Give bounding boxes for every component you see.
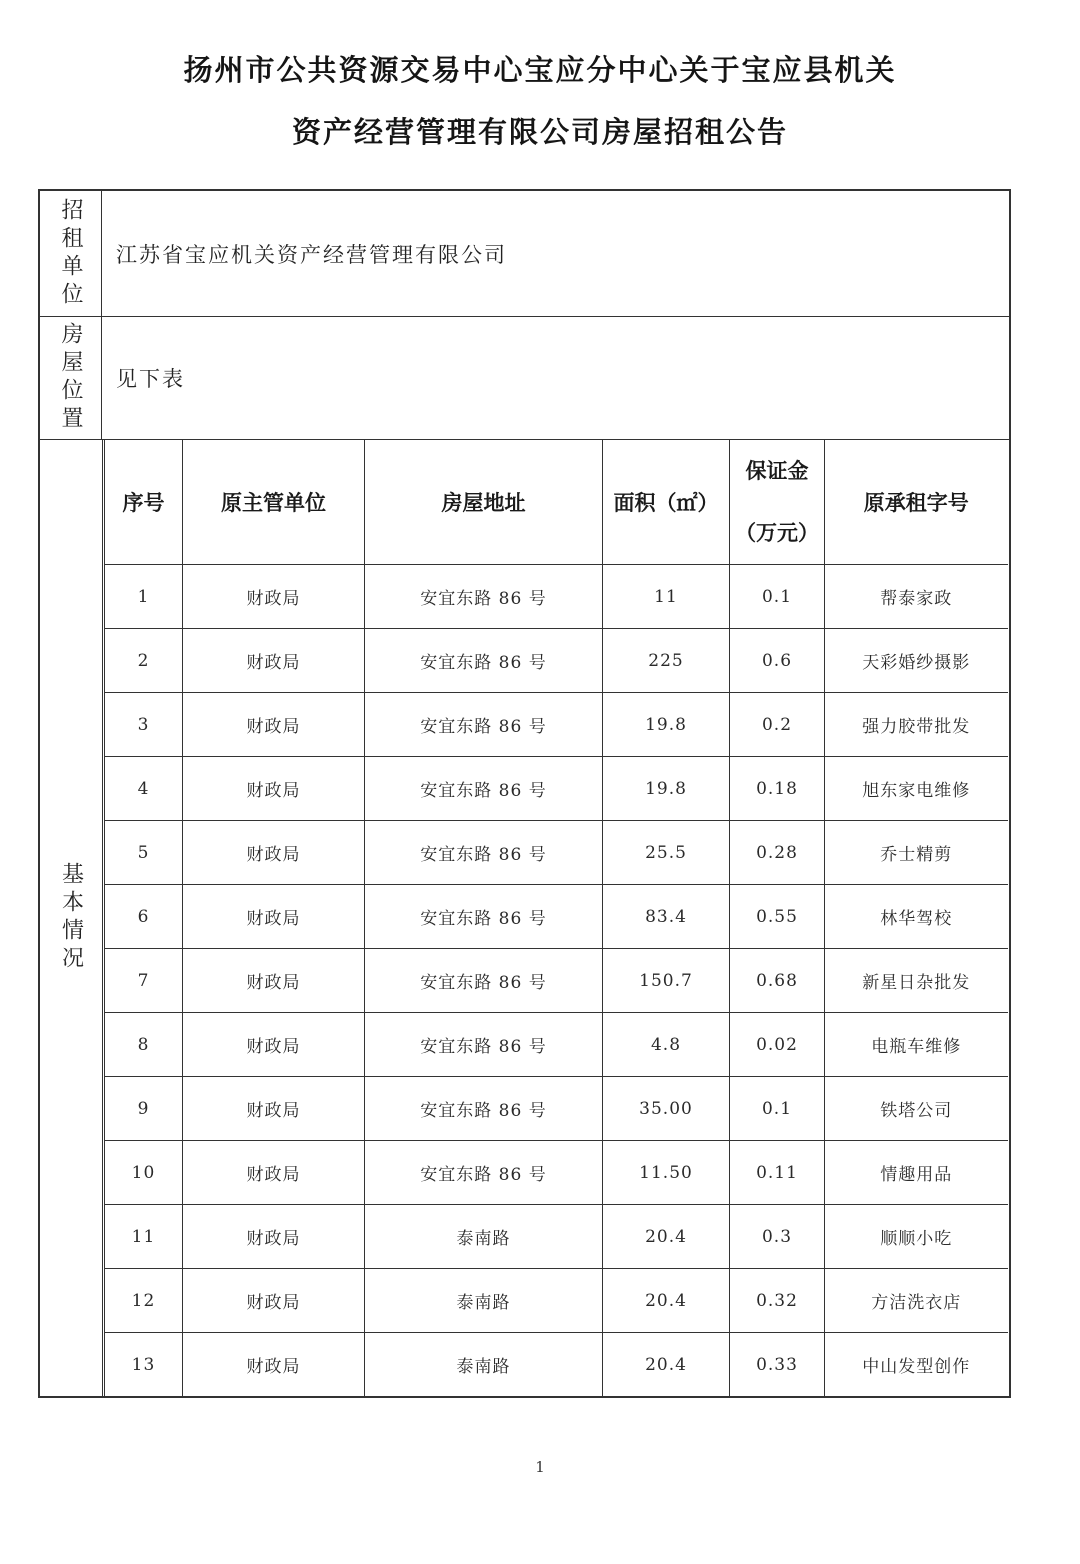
- cell-tenant: 铁塔公司: [825, 1077, 1008, 1141]
- cell-tenant: 中山发型创作: [825, 1333, 1008, 1397]
- header-address: 房屋地址: [365, 440, 603, 565]
- cell-address: 安宜东路 86 号: [365, 1013, 603, 1077]
- cell-tenant: 帮泰家政: [825, 565, 1008, 629]
- cell-dept: 财政局: [183, 565, 365, 629]
- header-deposit: [730, 440, 825, 565]
- cell-address: 泰南路: [365, 1205, 603, 1269]
- cell-deposit: 0.2: [730, 693, 825, 757]
- cell-address: 泰南路: [365, 1333, 603, 1397]
- cell-area: 11.50: [603, 1141, 730, 1205]
- table-row: [104, 821, 1008, 885]
- header-deposit-line2: （万元）: [735, 521, 819, 545]
- cell-seq: 7: [104, 949, 183, 1013]
- header-seq: 序号: [104, 440, 183, 565]
- cell-seq: 4: [104, 757, 183, 821]
- cell-seq: 9: [104, 1077, 183, 1141]
- cell-deposit: 0.68: [730, 949, 825, 1013]
- cell-seq: 1: [104, 565, 183, 629]
- table-row: [104, 629, 1008, 693]
- cell-deposit: 0.02: [730, 1013, 825, 1077]
- table-row: [104, 693, 1008, 757]
- table-row: [104, 1333, 1008, 1397]
- cell-seq: 13: [104, 1333, 183, 1397]
- cell-area: 4.8: [603, 1013, 730, 1077]
- cell-address: 安宜东路 86 号: [365, 885, 603, 949]
- header-tenant: 原承租字号: [825, 440, 1008, 565]
- table-header-row: [104, 440, 1008, 565]
- cell-deposit: 0.1: [730, 1077, 825, 1141]
- cell-address: 安宜东路 86 号: [365, 949, 603, 1013]
- lessor-label: 招租单位: [58, 197, 83, 310]
- table-row: [104, 1077, 1008, 1141]
- cell-tenant: 方洁洗衣店: [825, 1269, 1008, 1333]
- cell-dept: 财政局: [183, 629, 365, 693]
- table-body: [104, 565, 1008, 1397]
- lessor-value: 江苏省宝应机关资产经营管理有限公司: [116, 242, 507, 267]
- cell-area: 20.4: [603, 1333, 730, 1397]
- cell-area: 11: [603, 565, 730, 629]
- cell-area: 19.8: [603, 693, 730, 757]
- property-table: [102, 439, 1008, 1396]
- cell-address: 安宜东路 86 号: [365, 629, 603, 693]
- cell-deposit: 0.6: [730, 629, 825, 693]
- cell-dept: 财政局: [183, 1333, 365, 1397]
- cell-deposit: 0.11: [730, 1141, 825, 1205]
- cell-tenant: 林华驾校: [825, 885, 1008, 949]
- cell-area: 83.4: [603, 885, 730, 949]
- cell-dept: 财政局: [183, 757, 365, 821]
- cell-deposit: 0.1: [730, 565, 825, 629]
- cell-tenant: 顺顺小吃: [825, 1205, 1008, 1269]
- table-row: [104, 757, 1008, 821]
- cell-deposit: 0.3: [730, 1205, 825, 1269]
- basic-label-cell: [40, 439, 102, 1396]
- cell-deposit: 0.18: [730, 757, 825, 821]
- lessor-row: [40, 191, 1009, 317]
- cell-seq: 12: [104, 1269, 183, 1333]
- cell-seq: 2: [104, 629, 183, 693]
- cell-area: 19.8: [603, 757, 730, 821]
- title-line-1: 扬州市公共资源交易中心宝应分中心关于宝应县机关: [183, 53, 897, 87]
- page-number: 1: [535, 1458, 545, 1476]
- cell-tenant: 电瓶车维修: [825, 1013, 1008, 1077]
- cell-deposit: 0.28: [730, 821, 825, 885]
- title-line-2: 资产经营管理有限公司房屋招租公告: [291, 115, 788, 149]
- header-deposit-line1: 保证金: [745, 459, 809, 483]
- lessor-label-cell: [40, 191, 102, 316]
- cell-area: 225: [603, 629, 730, 693]
- cell-seq: 11: [104, 1205, 183, 1269]
- basic-info-row: [40, 439, 1009, 1396]
- cell-address: 安宜东路 86 号: [365, 821, 603, 885]
- cell-seq: 5: [104, 821, 183, 885]
- cell-tenant: 强力胶带批发: [825, 693, 1008, 757]
- cell-address: 安宜东路 86 号: [365, 757, 603, 821]
- table-row: [104, 565, 1008, 629]
- cell-tenant: 新星日杂批发: [825, 949, 1008, 1013]
- cell-deposit: 0.32: [730, 1269, 825, 1333]
- cell-area: 20.4: [603, 1269, 730, 1333]
- location-row: [40, 316, 1009, 440]
- cell-seq: 8: [104, 1013, 183, 1077]
- notice-form: [38, 189, 1011, 1398]
- cell-dept: 财政局: [183, 693, 365, 757]
- cell-seq: 6: [104, 885, 183, 949]
- table-row: [104, 949, 1008, 1013]
- cell-dept: 财政局: [183, 1077, 365, 1141]
- cell-address: 安宜东路 86 号: [365, 693, 603, 757]
- table-row: [104, 1141, 1008, 1205]
- cell-dept: 财政局: [183, 1269, 365, 1333]
- cell-dept: 财政局: [183, 821, 365, 885]
- cell-address: 安宜东路 86 号: [365, 1141, 603, 1205]
- cell-tenant: 旭东家电维修: [825, 757, 1008, 821]
- cell-dept: 财政局: [183, 1141, 365, 1205]
- cell-area: 35.00: [603, 1077, 730, 1141]
- cell-tenant: 乔士精剪: [825, 821, 1008, 885]
- cell-dept: 财政局: [183, 1205, 365, 1269]
- cell-area: 150.7: [603, 949, 730, 1013]
- header-area: 面积（㎡）: [603, 440, 730, 565]
- cell-deposit: 0.55: [730, 885, 825, 949]
- table-row: [104, 885, 1008, 949]
- cell-dept: 财政局: [183, 949, 365, 1013]
- cell-area: 25.5: [603, 821, 730, 885]
- cell-dept: 财政局: [183, 1013, 365, 1077]
- basic-label: 基本情况: [58, 861, 84, 974]
- location-label: 房屋位置: [58, 321, 83, 434]
- cell-area: 20.4: [603, 1205, 730, 1269]
- cell-tenant: 天彩婚纱摄影: [825, 629, 1008, 693]
- table-row: [104, 1269, 1008, 1333]
- location-value: 见下表: [116, 366, 185, 391]
- cell-seq: 3: [104, 693, 183, 757]
- header-dept: 原主管单位: [183, 440, 365, 565]
- cell-address: 安宜东路 86 号: [365, 565, 603, 629]
- cell-address: 安宜东路 86 号: [365, 1077, 603, 1141]
- table-row: [104, 1013, 1008, 1077]
- cell-address: 泰南路: [365, 1269, 603, 1333]
- location-label-cell: [40, 316, 102, 439]
- table-row: [104, 1205, 1008, 1269]
- cell-dept: 财政局: [183, 885, 365, 949]
- cell-seq: 10: [104, 1141, 183, 1205]
- cell-deposit: 0.33: [730, 1333, 825, 1397]
- cell-tenant: 情趣用品: [825, 1141, 1008, 1205]
